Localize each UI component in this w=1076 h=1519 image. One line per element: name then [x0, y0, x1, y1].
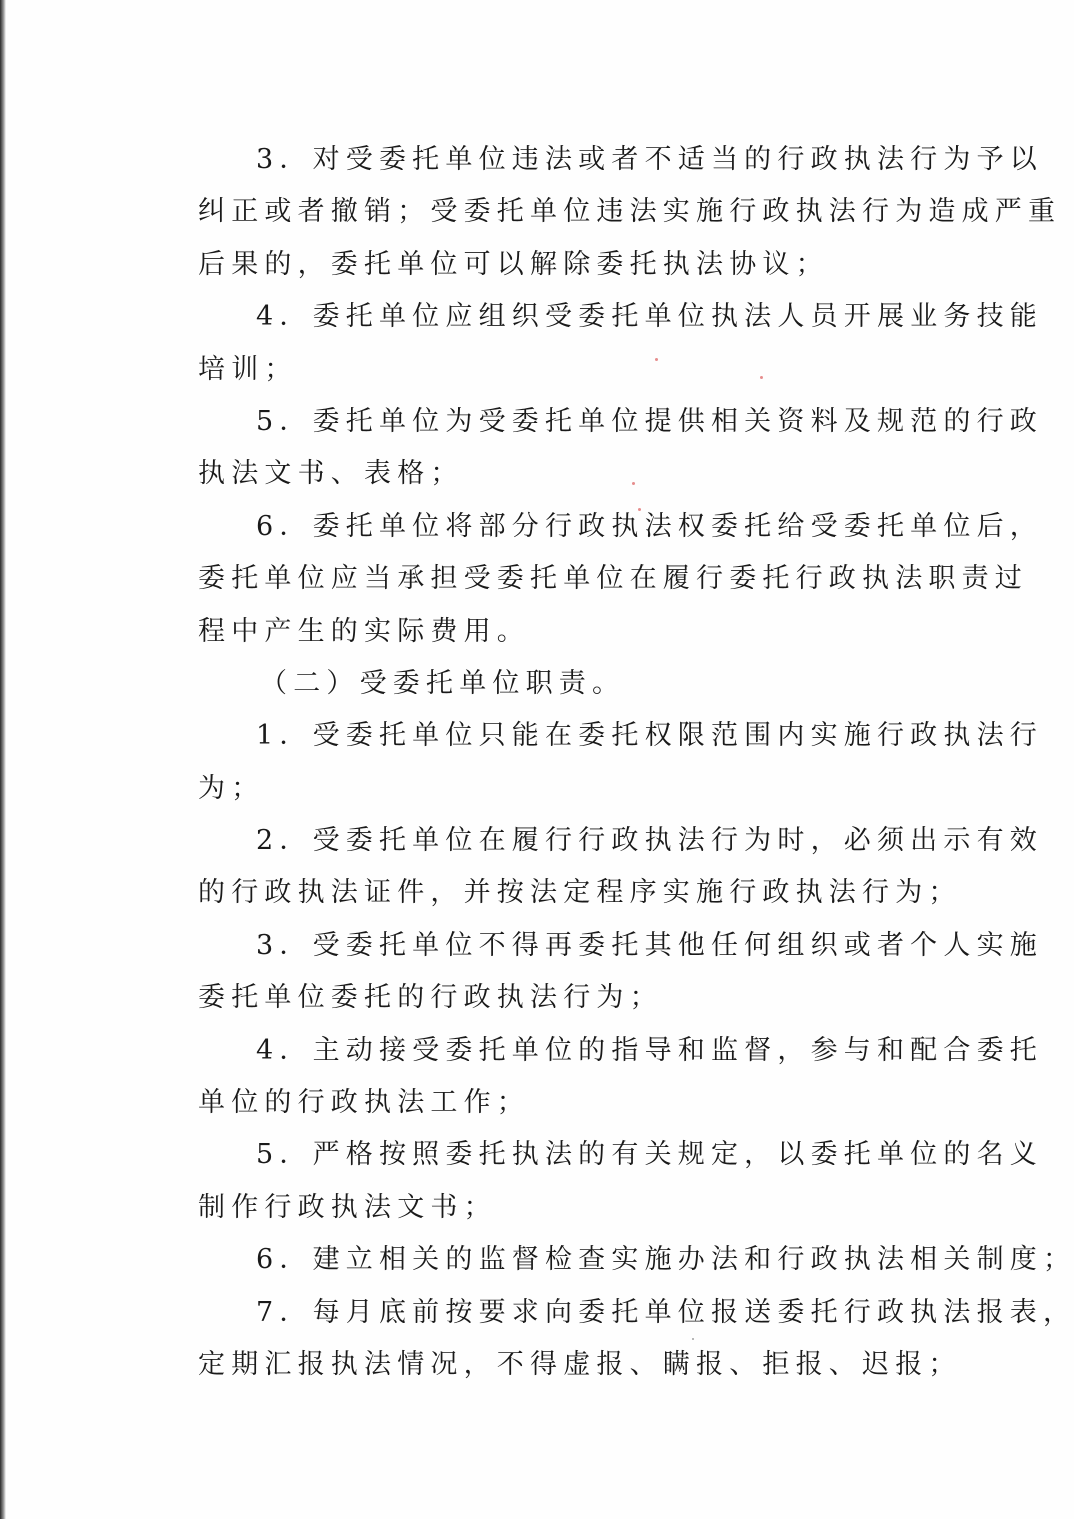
text-line: 定期汇报执法情况，不得虚报、瞒报、拒报、迟报；: [198, 1348, 962, 1380]
text-line: 委托单位应当承担受委托单位在履行委托行政执法职责过: [198, 563, 1028, 595]
text-line: 7．每月底前按要求向委托单位报送委托行政执法报表，: [256, 1296, 1076, 1328]
text-line: 制作行政执法文书；: [198, 1191, 497, 1223]
scan-speck: [655, 358, 658, 361]
text-line: 1．受委托单位只能在委托权限范围内实施行政执法行: [256, 720, 1043, 752]
scan-speck: [632, 482, 635, 485]
text-line: 执法文书、表格；: [198, 458, 464, 490]
scan-speck: [638, 508, 641, 511]
scan-speck: [760, 376, 763, 379]
text-line: 3．对受委托单位违法或者不适当的行政执法行为予以: [256, 144, 1043, 175]
document-body: [198, 134, 1076, 1391]
text-line: 为；: [198, 772, 265, 804]
text-line: 5．严格按照委托执法的有关规定，以委托单位的名义: [256, 1139, 1043, 1171]
text-line: 委托单位委托的行政执法行为；: [198, 982, 663, 1014]
text-line: 的行政执法证件，并按法定程序实施行政执法行为；: [198, 877, 962, 909]
text-line: 6．建立相关的监督检查实施办法和行政执法相关制度；: [256, 1244, 1076, 1276]
text-line: 培训；: [198, 353, 298, 385]
text-line: 6．委托单位将部分行政执法权委托给受委托单位后，: [256, 510, 1043, 542]
text-line: 5．委托单位为受委托单位提供相关资料及规范的行政: [256, 405, 1043, 437]
scan-shadow-edge: [0, 0, 6, 1519]
section-heading: （二）受委托单位职责。: [260, 667, 626, 699]
text-line: 4．主动接受委托单位的指导和监督，参与和配合委托: [256, 1034, 1043, 1066]
text-line: 后果的，委托单位可以解除委托执法协议；: [198, 248, 829, 280]
scan-speck: [692, 1338, 694, 1340]
text-line: 3．受委托单位不得再委托其他任何组织或者个人实施: [256, 929, 1043, 961]
text-line: 2．受委托单位在履行行政执法行为时，必须出示有效: [256, 825, 1043, 857]
text-line: 纠正或者撤销；受委托单位违法实施行政执法行为造成严重: [198, 196, 1062, 228]
text-line: 程中产生的实际费用。: [198, 615, 530, 647]
text-line: 单位的行政执法工作；: [198, 1087, 530, 1119]
text-line: 4．委托单位应组织受委托单位执法人员开展业务技能: [256, 301, 1043, 333]
